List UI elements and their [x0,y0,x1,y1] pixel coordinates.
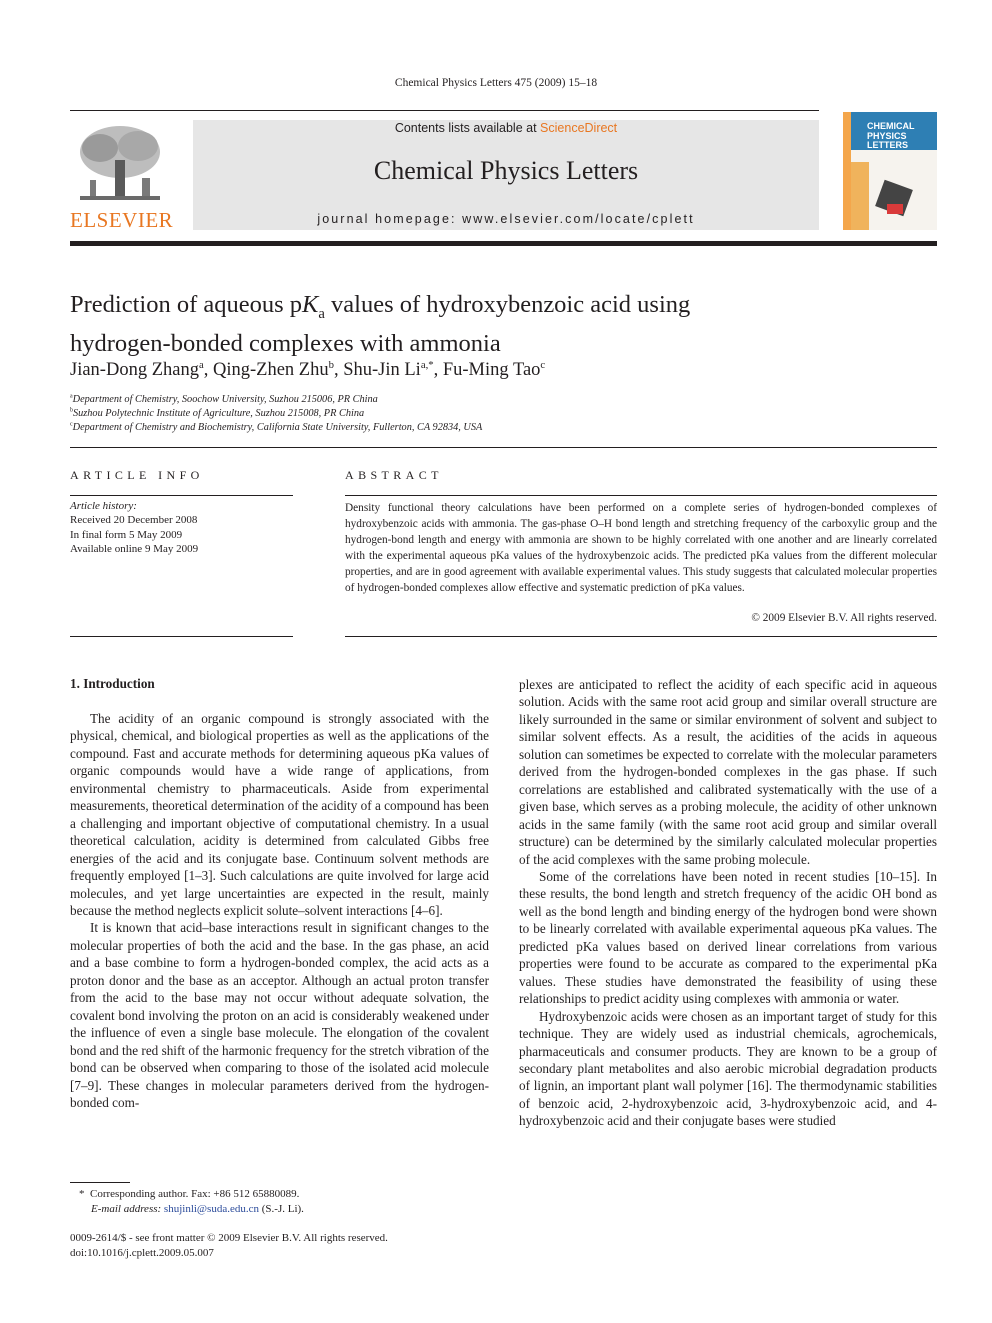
abstract-heading: ABSTRACT [345,468,443,482]
journal-homepage[interactable]: journal homepage: www.elsevier.com/locate/cplett [317,212,695,226]
doi-line[interactable]: doi:10.1016/j.cplett.2009.05.007 [70,1246,214,1259]
author-name: Shu-Jin Li [343,360,421,380]
journal-name: Chemical Physics Letters [373,156,639,185]
article-title: Prediction of aqueous $pK_a$ values of hydroxybenzoic acid using hydrogen-bonded complexes with ammonia [70,291,691,357]
cover-stripe [843,112,851,230]
contents-line [193,121,819,135]
paragraph: plexes are anticipated to reflect the acidity of each specific acid in aqueous solution. Acids with the same root acid group and similar overall structure are likely surrounded in the same or similar environment of solvent and subject to similar solvent effects. As a result, the acidities of the acids in aqueous solution can sometimes be expected to correlate with the molecular parameters derived from the hydrogen-bonded complexes in the gas phase. If such correlations are established and calibrated systematically with the use of a given base, which serves as a probing molecule, the acidity of other unknown acids in the same family (with the same root acid group and similar overall structure) can be determined by the similarly calculated molecular properties of the acid complexes with the same probing molecule. [519,677,937,867]
affiliation: $^b$Suzhou Polytechnic Institute of Agriculture, Suzhou 215008, PR China [70,407,365,419]
cover-title: CHEMICAL PHYSICS LETTERS [867,121,915,150]
header-thick-rule [70,241,937,246]
issn-line: 0009-2614/$ - see front matter © 2009 Elsevier B.V. All rights reserved. [70,1232,388,1244]
running-header: Chemical Physics Letters 475 (2009) 15–18 [394,77,598,89]
article-info-rule [70,495,293,496]
paragraph: The acidity of an organic compound is strongly associated with the physical, chemical, and biological properties as well as the applications of the compound. Fast and accurate methods for determining aqueous pKa values of organic compounds would have a wide range of applications, from environmental chemistry to pharmaceuticals. Aside from experimental measurements, theoretical determination of the acidity of a compound has been a challenging and important objective of computational chemistry. In a usual theoretical calculation, acidity is determined from calculated Gibbs free energies of the acid and its conjugate base. Continuum solvent methods are frequently employed [1–3]. Such calculations are quite involved for large acid molecules, and yet large uncertainties are expected in the result, mainly because the method neglects explicit solute–solvent interactions [4–6]. [70,711,489,918]
author-list: Jian-Dong Zhang$^a$, Qing-Zhen Zhu$^b$, Shu-Jin $Li^{a,*}$, Fu-Ming Tao$^c$ [70,358,546,380]
right-column [519,676,937,1130]
publication-info [70,1231,388,1260]
cover-red-graphic [887,204,903,214]
author-name: Fu-Ming Tao [442,360,541,380]
abstract-copyright: © 2009 Elsevier B.V. All rights reserved. [751,612,937,624]
abstract-rule [345,495,937,496]
email-link[interactable]: shujinli@suda.edu.cn [163,1202,259,1215]
contents-prefix: Contents lists available at [394,121,537,135]
cover-orange-block [851,162,869,230]
paragraph: Hydroxybenzoic acids were chosen as an important target of study for this technique. They are widely used as industrial chemicals, agrochemicals, pharmaceuticals and consumer products. They are known to be a group of secondary plant metabolites and also aerobic microbial degradation products of lignin, an important plant wall polymer [16]. The thermodynamic stabilities of benzoic acid, 2-hydroxybenzoic acid, 3-hydroxybenzoic acid, and 4-hydroxybenzoic acid and their conjugate bases were studied [519,1008,937,1129]
author-name: Qing-Zhen Zhu [212,360,329,380]
abstract-text: Density functional theory calculations have been performed on a complete series of hydrogen-bonded complexes of hydroxybenzoic acids with ammonia. The gas-phase O–H bond length and stretching frequency of the carboxylic group and the hydrogen-bond length and energy with ammonia are shown to be highly correlated with one another and are linearly correlated with the experimental aqueous pKa values of the hydroxybenzoic acids. The predicted pKa values from the different molecular properties, and are in good agreement with available experimental values. This study suggests that calculated molecular properties of hydrogen-bonded complexes allow effective and systematic prediction of pKa values. [345,502,937,594]
paragraph: Some of the correlations have been noted in recent studies [10–15]. In these results, the bond length and stretch frequency of the acidic OH bond as well as the bond length and binding energy of the hydrogen bond were shown to be linearly correlated with available experimental aqueous pKa values. The predicted pKa values based on derived linear correlations from various properties were found to be accurate as compared to the experimental pKa values. These studies have demonstrated the feasibility of using these relationships to predict acidity using complexes with ammonia or water. [519,868,937,1007]
article-info-heading: ARTICLE INFO [70,468,204,482]
left-column [70,710,489,1111]
abstract-bottom-rule [345,636,937,637]
paragraph: It is known that acid–base interactions result in significant changes to the molecular properties of both the acid and the base. In the gas phase, an acid and a base combine to form a hydrogen-bonded complex, the acid acts as a proton donor and the base as an acceptor. Although an actual proton transfer from the acid to the base may not occur without adequate solvation, the covalent bond involving the proton on an acid is considerably weakened under the influence of even a single base molecule. The elongation of the covalent bond and the red shift of the harmonic frequency for the stretch vibration of the bond can be observed when comparing to those of the isolated acid molecule [7–9]. These changes in molecular parameters derived from the hydrogen-bonded com- [70,920,489,1110]
affiliation-rule [70,447,937,448]
author-name: Jian-Dong Zhang [70,360,199,380]
journal-cover-thumbnail[interactable] [843,112,937,230]
sciencedirect-link[interactable]: ScienceDirect [540,121,618,135]
affiliation: $^a$Department of Chemistry, Soochow University, Suzhou 215006, PR China [70,393,378,405]
section-heading: 1. Introduction [70,676,155,691]
header-rule [70,110,819,111]
footnote: * Corresponding author. Fax: +86 512 65880089. E-mail address: shujinli@suda.edu.cn (S.-J. Li). [79,1188,304,1215]
article-info-bottom-rule [70,636,293,637]
elsevier-logo[interactable] [70,120,174,232]
affiliation: $^c$Department of Chemistry and Biochemistry, California State University, Fullerton, CA 92834, USA [70,421,483,433]
footnote-rule [70,1182,130,1183]
elsevier-wordmark: ELSEVIER [70,208,174,232]
article-history: Article history: Received 20 December 2008 In final form 5 May 2009 Available online 9 May 2009 [70,500,199,556]
